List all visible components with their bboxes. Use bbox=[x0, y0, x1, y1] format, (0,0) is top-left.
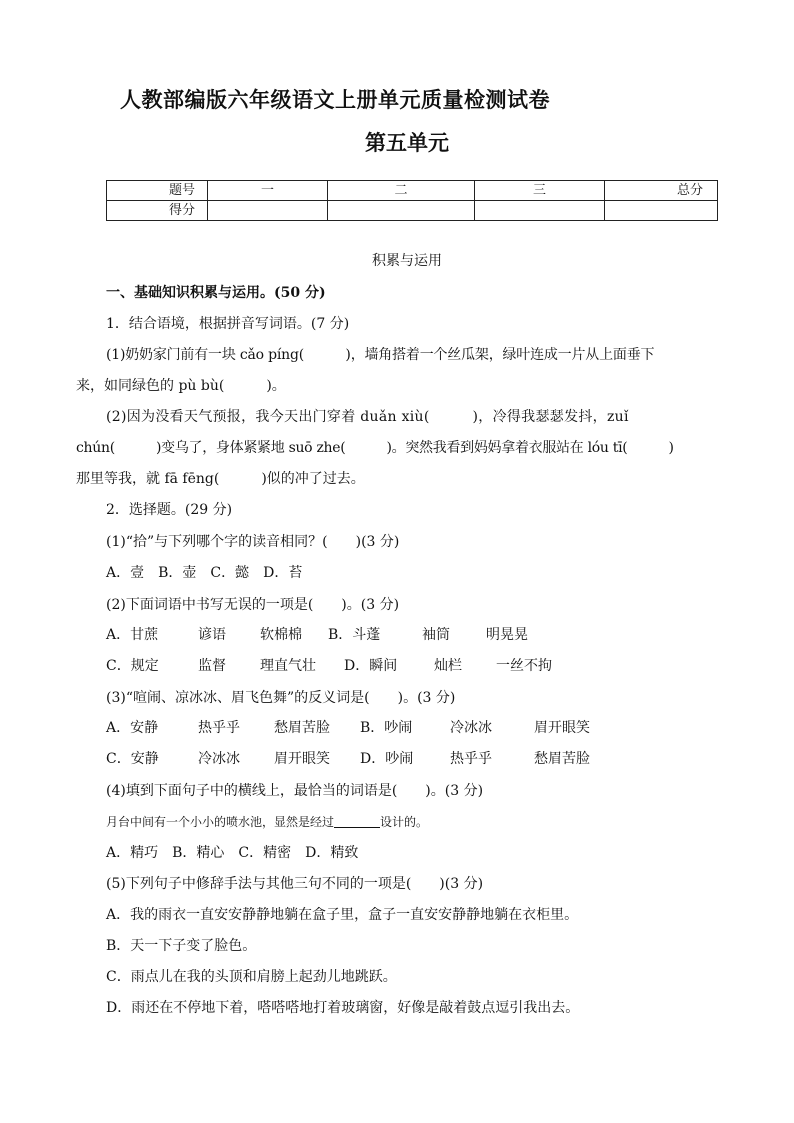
answer-option: D．雨还在不停地下着，嗒嗒嗒地打着玻璃窗，好像是敲着鼓点逗引我出去。 bbox=[106, 1000, 580, 1016]
option-text: 热乎乎 bbox=[450, 751, 492, 767]
score-table-score-row bbox=[107, 201, 718, 221]
option-text: 监督 bbox=[198, 658, 226, 674]
option-text: D．瞬间 bbox=[344, 658, 398, 674]
question-text: (2)下面词语中书写无误的一项是( )。(3 分) bbox=[106, 597, 400, 613]
option-text: 愁眉苦脸 bbox=[534, 751, 590, 767]
score-input-cell[interactable] bbox=[208, 201, 328, 221]
section-heading: 积累与运用 bbox=[372, 253, 442, 269]
part-heading: 一、基础知识积累与运用。(50 分) bbox=[106, 285, 326, 301]
option-text: 灿栏 bbox=[434, 658, 462, 674]
table-cell: 一 bbox=[208, 181, 328, 201]
answer-option: B．天一下子变了脸色。 bbox=[106, 938, 257, 954]
option-text: 冷冰冰 bbox=[450, 720, 492, 736]
sentence-text: 月台中间有一个小小的喷水池，显然是经过 bbox=[106, 815, 335, 829]
question-text: 来，如同绿色的 pù bù( )。 bbox=[76, 378, 286, 394]
option-text: 眉开眼笑 bbox=[534, 720, 590, 736]
answer-options bbox=[106, 749, 718, 769]
question-text: (2)因为没看天气预报，我今天出门穿着 duǎn xiù( )，冷得我瑟瑟发抖，zuǐ bbox=[106, 409, 629, 425]
example-sentence bbox=[106, 812, 718, 832]
option-text: B．斗蓬 bbox=[328, 627, 381, 643]
question-text: (4)填到下面句子中的横线上，最恰当的词语是( )。(3 分) bbox=[106, 783, 484, 799]
question-text: chún( )变乌了，身体紧紧地 suō zhe( )。突然我看到妈妈拿着衣服站在 lóu tī( ) bbox=[76, 440, 674, 456]
option-text: C．规定 bbox=[106, 658, 159, 674]
answer-options bbox=[106, 625, 718, 645]
question-text: (1)“拾”与下列哪个字的读音相同？( )(3 分) bbox=[106, 534, 400, 550]
score-input-cell[interactable] bbox=[605, 201, 718, 221]
fill-blank[interactable] bbox=[334, 813, 380, 828]
option-text: 热乎乎 bbox=[198, 720, 240, 736]
option-text: B．吵闹 bbox=[360, 720, 413, 736]
answer-option: C．雨点儿在我的头顶和肩膀上起劲儿地跳跃。 bbox=[106, 969, 397, 985]
table-cell: 三 bbox=[475, 181, 605, 201]
exam-title: 人教部编版六年级语文上册单元质量检测试卷 bbox=[120, 88, 550, 112]
option-text: 明晃晃 bbox=[486, 627, 528, 643]
answer-options: A．壹 B．壶 C．懿 D．苔 bbox=[106, 565, 303, 581]
option-text: D．吵闹 bbox=[360, 751, 414, 767]
table-cell: 得分 bbox=[107, 201, 208, 221]
option-text: 袖筒 bbox=[422, 627, 450, 643]
option-text: C．安静 bbox=[106, 751, 159, 767]
option-text: 软棉棉 bbox=[260, 627, 302, 643]
score-table-header-row bbox=[107, 181, 718, 201]
question-text: (1)奶奶家门前有一块 cǎo píng( )，墙角搭着一个丝瓜架，绿叶连成一片从上面垂下 bbox=[106, 347, 655, 363]
option-text: 眉开眼笑 bbox=[274, 751, 330, 767]
question-text: (5)下列句子中修辞手法与其他三句不同的一项是( )(3 分) bbox=[106, 876, 484, 892]
answer-options: A．精巧 B．精心 C．精密 D．精致 bbox=[106, 845, 359, 861]
answer-options bbox=[106, 656, 718, 676]
table-cell: 总分 bbox=[605, 181, 718, 201]
option-text: 冷冰冰 bbox=[198, 751, 240, 767]
table-cell: 二 bbox=[328, 181, 475, 201]
option-text: 谚语 bbox=[198, 627, 226, 643]
option-text: A．安静 bbox=[106, 720, 159, 736]
table-cell: 题号 bbox=[107, 181, 208, 201]
unit-subtitle: 第五单元 bbox=[365, 131, 449, 155]
question-text: (3)“喧闹、凉冰冰、眉飞色舞”的反义词是( )。(3 分) bbox=[106, 690, 456, 706]
option-text: A．甘蔗 bbox=[106, 627, 159, 643]
score-table bbox=[106, 180, 718, 221]
question-text: 那里等我，就 fā fēng( )似的冲了过去。 bbox=[76, 471, 365, 487]
score-input-cell[interactable] bbox=[328, 201, 475, 221]
sentence-text: 设计的。 bbox=[380, 815, 429, 829]
question-title: 2．选择题。(29 分) bbox=[106, 502, 233, 518]
option-text: 愁眉苦脸 bbox=[274, 720, 330, 736]
answer-options bbox=[106, 718, 718, 738]
score-input-cell[interactable] bbox=[475, 201, 605, 221]
option-text: 一丝不拘 bbox=[496, 658, 552, 674]
question-title: 1．结合语境，根据拼音写词语。(7 分) bbox=[106, 316, 350, 332]
option-text: 理直气壮 bbox=[260, 658, 316, 674]
answer-option: A．我的雨衣一直安安静静地躺在盒子里，盒子一直安安静静地躺在衣柜里。 bbox=[106, 907, 579, 923]
